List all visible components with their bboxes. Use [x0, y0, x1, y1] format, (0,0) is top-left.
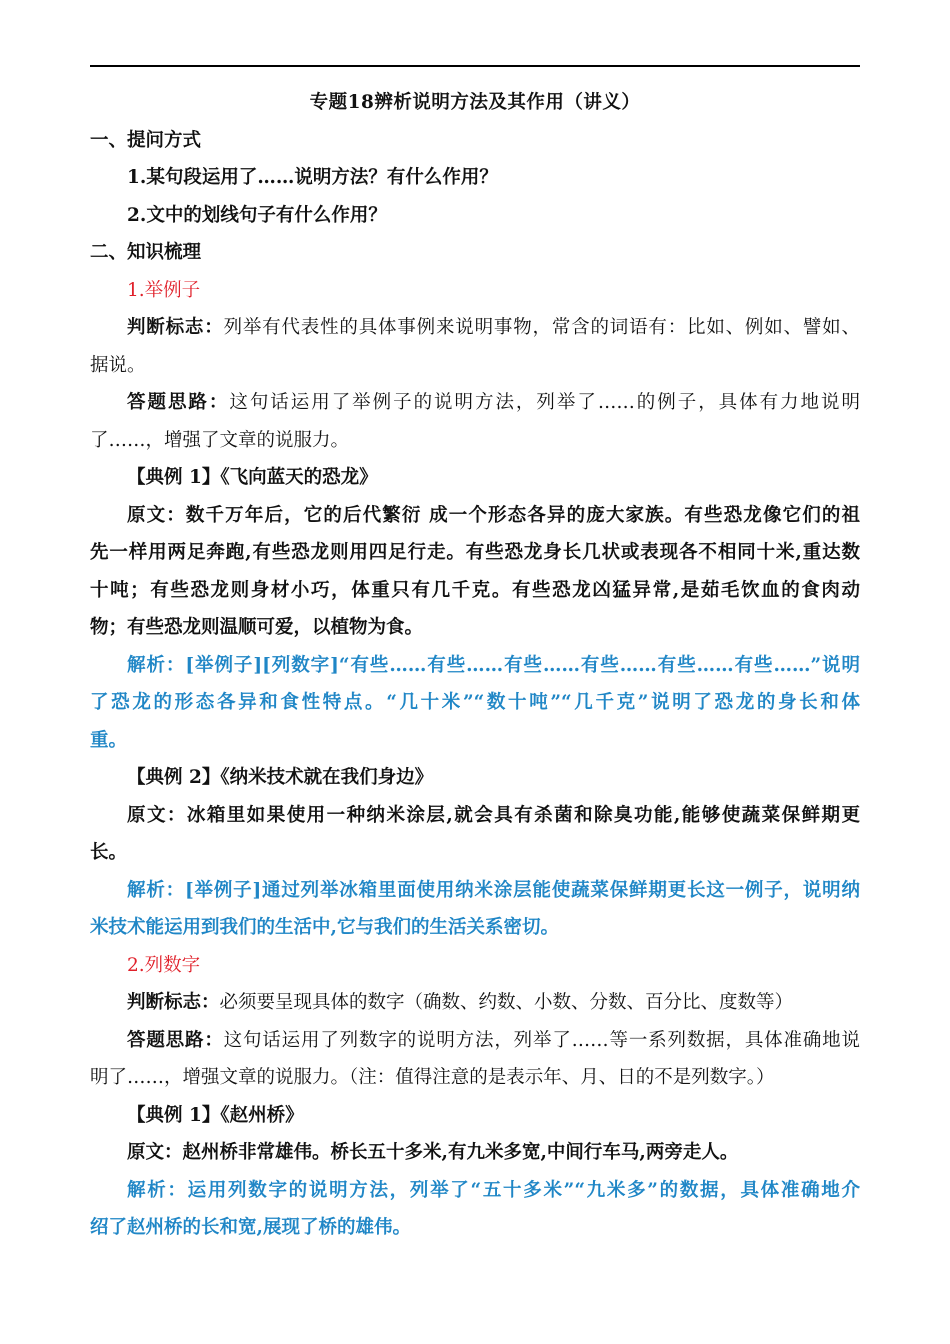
document-page [90, 84, 860, 1247]
example-original-line: 长。 [90, 842, 128, 863]
answer-approach [90, 1022, 860, 1060]
example-original-line: 十吨；有些恐龙则身材小巧，体重只有几千克。有些恐龙凶猛异常,是茹毛饮血的食肉动 [90, 579, 860, 601]
judge-text: 列举有代表性的具体事例来说明事物，常含的词语有：比如、例如、譬如、 [223, 317, 860, 338]
answer-text-continued: 明了……，增强文章的说服力。（注：值得注意的是表示年、月、日的不是列数字。） [90, 1067, 775, 1088]
header-rule [90, 65, 860, 67]
example-heading: 【典例 1】《赵州桥》 [127, 1104, 304, 1126]
example-analysis-line: 重。 [90, 729, 128, 751]
example-analysis-line: 解析：运用列数字的说明方法，列举了“五十多米”“九米多”的数据，具体准确地介 [127, 1179, 860, 1201]
example-heading: 【典例 1】《飞向蓝天的恐龙》 [127, 467, 378, 488]
answer-label: 答题思路： [127, 1029, 224, 1051]
example-analysis-line: 了恐龙的形态各异和食性特点。“几十米”“数十吨”“几千克”说明了恐龙的身长和体 [90, 692, 860, 713]
section-heading-questioning: 一、提问方式 [90, 129, 202, 151]
example-analysis-line: 解析：[举例子][列数字]“有些……有些……有些……有些……有些……有些……”说明 [127, 654, 860, 676]
example-original-line: 原文：数千万年后，它的后代繁衍 成一个形态各异的庞大家族。有些恐龙像它们的祖 [127, 504, 860, 526]
method-heading-numbers: 2.列数字 [127, 954, 201, 976]
example-original-line: 先一样用两足奔跑,有些恐龙则用四足行走。有些恐龙身长几状或表现各不相同十米,重达数 [90, 542, 860, 563]
example-original-line: 原文：冰箱里如果使用一种纳米涂层,就会具有杀菌和除臭功能,能够使蔬菜保鲜期更 [127, 804, 860, 826]
example-heading: 【典例 2】《纳米技术就在我们身边》 [127, 767, 434, 788]
answer-approach [90, 384, 860, 422]
example-original-line: 原文：赵州桥非常雄伟。桥长五十多米,有九米多宽,中间行车马,两旁走人。 [127, 1142, 739, 1163]
judge-criteria [90, 984, 860, 1022]
judge-label: 判断标志： [127, 992, 220, 1013]
question-2: 2.文中的划线句子有什么作用？ [127, 204, 387, 226]
judge-text: 必须要呈现具体的数字（确数、约数、小数、分数、百分比、度数等） [219, 992, 794, 1013]
example-original-line: 物；有些恐龙则温顺可爱，以植物为食。 [90, 617, 424, 638]
answer-label: 答题思路： [127, 392, 230, 413]
page-title: 专题18辨析说明方法及其作用（讲义） [309, 92, 641, 113]
section-heading-knowledge: 二、知识梳理 [90, 242, 202, 263]
judge-label: 判断标志： [127, 317, 224, 338]
answer-text-continued: 了……，增强了文章的说服力。 [90, 429, 350, 451]
method-heading-example: 1.举例子 [127, 279, 201, 301]
question-1: 1.某句段运用了……说明方法？有什么作用？ [127, 167, 498, 188]
judge-criteria [90, 309, 860, 347]
example-analysis-line: 解析：[举例子]通过列举冰箱里面使用纳米涂层能使蔬菜保鲜期更长这一例子，说明纳 [127, 879, 860, 901]
example-analysis-line: 绍了赵州桥的长和宽,展现了桥的雄伟。 [90, 1217, 411, 1238]
judge-text-continued: 据说。 [90, 354, 146, 376]
example-analysis-line: 米技术能运用到我们的生活中,它与我们的生活关系密切。 [90, 917, 559, 938]
answer-text: 这句话运用了列数字的说明方法，列举了……等一系列数据，具体准确地说 [223, 1029, 860, 1051]
answer-text: 这句话运用了举例子的说明方法，列举了……的例子，具体有力地说明 [229, 392, 860, 413]
